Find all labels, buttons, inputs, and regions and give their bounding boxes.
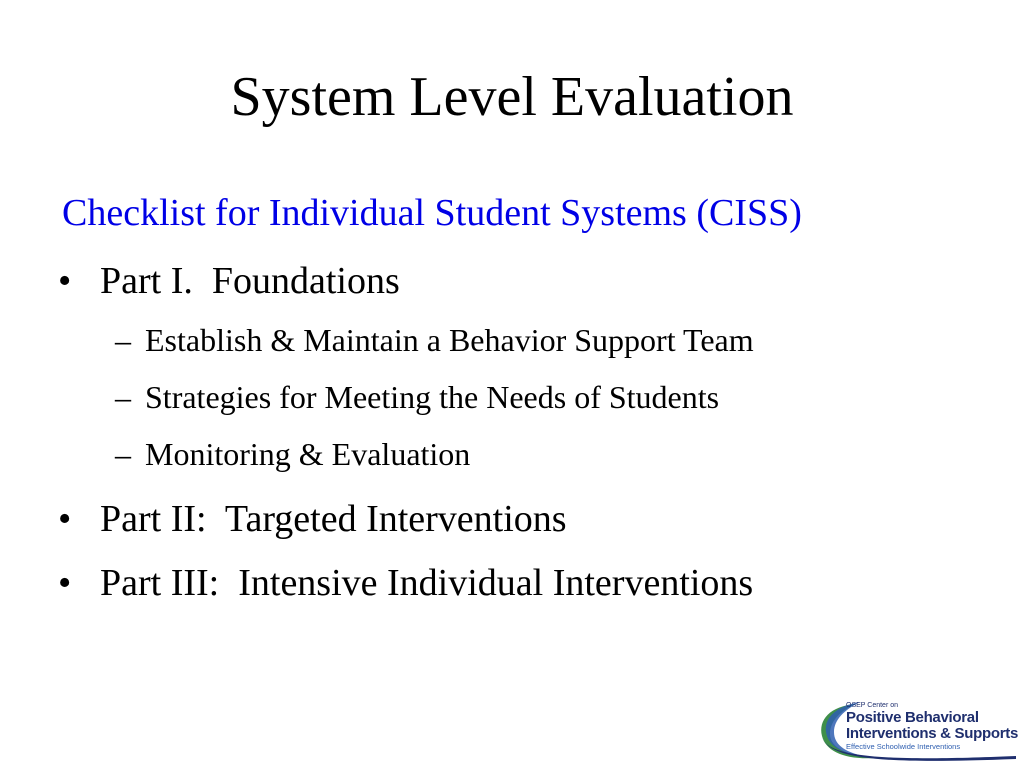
slide-subtitle: Checklist for Individual Student Systems (CISS)	[62, 192, 802, 234]
sub-item-strategies	[115, 376, 719, 418]
bullet-marker: •	[58, 260, 72, 302]
dash-marker: –	[115, 322, 131, 358]
sub-item-text: Monitoring & Evaluation	[145, 436, 471, 472]
bullet-marker: •	[58, 562, 72, 604]
logo-line-2: Positive Behavioral	[846, 709, 979, 726]
slide-title: System Level Evaluation	[230, 66, 794, 128]
sub-item-behavior-support-team	[115, 319, 754, 361]
bullet-item-part-3	[58, 558, 753, 608]
sub-item-text: Establish & Maintain a Behavior Support Team	[145, 322, 754, 358]
bullet-item-part-1	[58, 256, 400, 306]
bullet-item-part-2	[58, 494, 567, 544]
logo-line-3: Interventions & Supports	[846, 725, 1018, 742]
logo-line-1: OSEP Center on	[846, 702, 899, 709]
sub-item-text: Strategies for Meeting the Needs of Students	[145, 379, 720, 415]
bullet-marker: •	[58, 498, 72, 540]
bullet-text: Part II: Targeted Interventions	[100, 498, 567, 540]
sub-item-monitoring	[115, 433, 470, 475]
pbis-logo	[816, 698, 1018, 762]
bullet-text: Part I. Foundations	[100, 260, 400, 302]
dash-marker: –	[115, 379, 131, 415]
logo-line-4: Effective Schoolwide Interventions	[846, 742, 961, 751]
dash-marker: –	[115, 436, 131, 472]
bullet-text: Part III: Intensive Individual Interventions	[100, 562, 754, 604]
